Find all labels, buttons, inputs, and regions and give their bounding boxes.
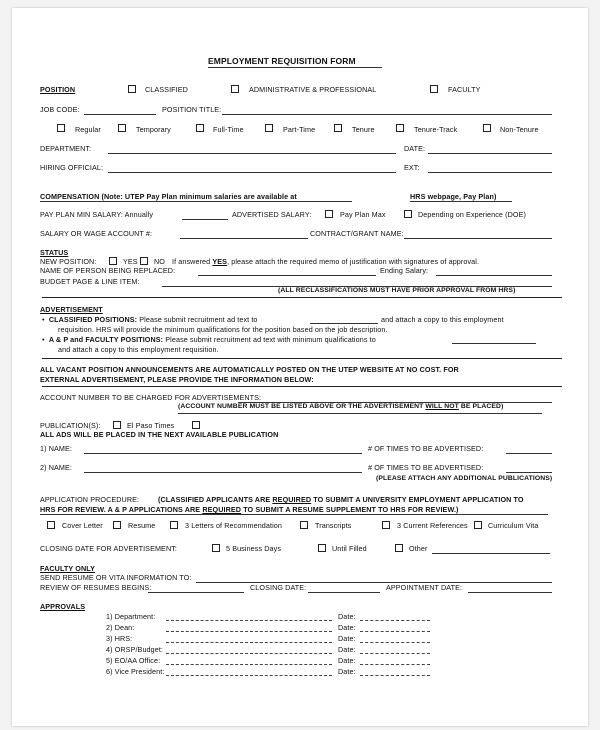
closing-other-field[interactable] bbox=[432, 553, 550, 554]
hiring-official-field[interactable] bbox=[108, 172, 396, 173]
salary-wage-account-field[interactable] bbox=[180, 238, 308, 239]
application-note-line-1 bbox=[158, 496, 524, 503]
faculty-checkbox[interactable] bbox=[430, 85, 438, 93]
vacant-separator bbox=[42, 386, 562, 387]
if-answered-prefix: If answered bbox=[172, 257, 211, 266]
contract-grant-label: CONTRACT/GRANT NAME: bbox=[310, 229, 404, 238]
approval-label-orsp-budget: 4) ORSP/Budget: bbox=[106, 645, 164, 654]
closing-date-label: CLOSING DATE FOR ADVERTISEMENT: bbox=[40, 544, 178, 553]
application-note-underline bbox=[40, 514, 548, 515]
hrs-webpage-link[interactable]: HRS webpage, Pay Plan) bbox=[410, 192, 497, 201]
doc-label-cover-letter: Cover Letter bbox=[62, 521, 103, 530]
if-answered-suffix: , please attach the required memo of justification with signatures of approval. bbox=[227, 257, 480, 266]
doc-checkbox-resume[interactable] bbox=[113, 521, 121, 529]
hiring-official-label: HIRING OFFICIAL: bbox=[40, 163, 104, 172]
advertisement-heading: ADVERTISEMENT bbox=[40, 305, 103, 314]
times-advertised-2-label: # OF TIMES TO BE ADVERTISED: bbox=[368, 463, 484, 472]
approvals-heading: APPROVALS bbox=[40, 602, 86, 611]
faculty-label: FACULTY bbox=[448, 85, 481, 94]
advertisement-separator bbox=[42, 358, 562, 359]
pay-plan-max-checkbox[interactable] bbox=[325, 210, 333, 218]
doc-checkbox-transcripts[interactable] bbox=[300, 521, 308, 529]
title-underline bbox=[208, 67, 382, 68]
approval-label-department: 1) Department: bbox=[106, 612, 156, 621]
advertised-salary-label: ADVERTISED SALARY: bbox=[232, 210, 312, 219]
doc-checkbox-references[interactable] bbox=[382, 521, 390, 529]
position-title-field[interactable] bbox=[222, 114, 552, 115]
type-label-full-time: Full-Time bbox=[213, 125, 244, 134]
type-checkbox-tenure[interactable] bbox=[334, 124, 342, 132]
pay-plan-min-label: PAY PLAN MIN SALARY: Annually bbox=[40, 210, 154, 219]
doc-label-curriculum-vita: Curriculum Vita bbox=[488, 521, 539, 530]
form-page bbox=[12, 8, 588, 726]
all-ads-notice: ALL ADS WILL BE PLACED IN THE NEXT AVAILABLE PUBLICATION bbox=[40, 430, 279, 439]
approval-date-label-vice-president: Date: bbox=[338, 667, 356, 676]
department-field[interactable] bbox=[108, 153, 396, 154]
publication-name-2-label: 2) NAME: bbox=[40, 463, 72, 472]
hrs-link-underline bbox=[410, 201, 512, 202]
approval-date-label-department: Date: bbox=[338, 612, 356, 621]
classified-ad-attach: and attach a copy to this employment bbox=[381, 315, 504, 324]
account-note-suffix: BE PLACED) bbox=[460, 403, 504, 410]
ending-salary-field[interactable] bbox=[436, 275, 552, 276]
reclassification-note: (ALL RECLASSIFICATIONS MUST HAVE PRIOR APPROVAL FROM HRS) bbox=[278, 287, 516, 294]
faculty-ad-text: • A & P and FACULTY POSITIONS: Please submit recruitment ad text with minimum qualifications to bbox=[42, 335, 376, 344]
new-position-yes-label: YES bbox=[123, 257, 138, 266]
faculty-closing-date-field[interactable] bbox=[308, 592, 380, 593]
type-checkbox-full-time[interactable] bbox=[196, 124, 204, 132]
status-heading: STATUS bbox=[40, 248, 69, 257]
classified-ad-text: • CLASSIFIED POSITIONS: Please submit recruitment ad text to bbox=[42, 315, 258, 324]
faculty-ad-instruction: Please submit recruitment ad text with minimum qualifications to bbox=[165, 335, 376, 344]
classified-positions-label: CLASSIFIED POSITIONS: bbox=[48, 315, 138, 324]
el-paso-times-label: El Paso Times bbox=[127, 421, 175, 430]
salary-wage-account-label: SALARY OR WAGE ACCOUNT #: bbox=[40, 229, 153, 238]
doc-checkbox-letters[interactable] bbox=[170, 521, 178, 529]
type-label-tenure-track: Tenure-Track bbox=[414, 125, 458, 134]
classified-label: CLASSIFIED bbox=[145, 85, 188, 94]
closing-until-filled-checkbox[interactable] bbox=[318, 544, 326, 552]
approval-signature-hrs[interactable] bbox=[166, 642, 332, 643]
status-separator bbox=[42, 297, 562, 298]
new-position-no-label: NO bbox=[154, 257, 165, 266]
faculty-closing-date-label: CLOSING DATE: bbox=[250, 583, 307, 592]
type-label-temporary: Temporary bbox=[136, 125, 171, 134]
type-label-part-time: Part-Time bbox=[283, 125, 316, 134]
account-note-will-not: WILL NOT bbox=[425, 403, 459, 410]
account-note-underline bbox=[178, 413, 542, 414]
appointment-date-label: APPOINTMENT DATE: bbox=[386, 583, 463, 592]
closing-5-days-label: 5 Business Days bbox=[226, 544, 282, 553]
closing-other-checkbox[interactable] bbox=[395, 544, 403, 552]
approval-date-dean[interactable] bbox=[360, 631, 430, 632]
approval-date-orsp-budget[interactable] bbox=[360, 653, 430, 654]
times-advertised-1-field[interactable] bbox=[506, 453, 552, 454]
budget-page-label: BUDGET PAGE & LINE ITEM: bbox=[40, 277, 140, 286]
classified-ad-email-field[interactable] bbox=[310, 323, 378, 324]
approval-signature-eo-aa-office[interactable] bbox=[166, 664, 332, 665]
date-field[interactable] bbox=[428, 153, 552, 154]
publication-name-1-field[interactable] bbox=[84, 453, 362, 454]
publication-name-2-field[interactable] bbox=[84, 472, 362, 473]
closing-5-days-checkbox[interactable] bbox=[212, 544, 220, 552]
faculty-ad-email-field[interactable] bbox=[452, 343, 536, 344]
faculty-positions-label: A & P and FACULTY POSITIONS: bbox=[48, 335, 164, 344]
application-note-1-prefix: (CLASSIFIED APPLICANTS ARE bbox=[158, 495, 271, 504]
department-label: DEPARTMENT: bbox=[40, 144, 92, 153]
type-label-regular: Regular bbox=[75, 125, 101, 134]
doe-checkbox[interactable] bbox=[404, 210, 412, 218]
position-heading: POSITION bbox=[40, 85, 76, 94]
account-note-prefix: (ACCOUNT NUMBER MUST BE LISTED ABOVE OR THE ADVERTISEMENT bbox=[178, 403, 424, 410]
name-replaced-label: NAME OF PERSON BEING REPLACED: bbox=[40, 266, 176, 275]
doc-label-transcripts: Transcripts bbox=[315, 521, 352, 530]
vacant-notice-line-2: EXTERNAL ADVERTISEMENT, PLEASE PROVIDE THE INFORMATION BELOW: bbox=[40, 375, 314, 384]
publications-label: PUBLICATION(S): bbox=[40, 421, 101, 430]
if-answered-text bbox=[172, 258, 479, 265]
admin-professional-checkbox[interactable] bbox=[231, 85, 239, 93]
approval-date-department[interactable] bbox=[360, 620, 430, 621]
application-note-line-2 bbox=[40, 506, 459, 513]
contract-grant-field[interactable] bbox=[404, 238, 552, 239]
if-answered-yes: YES bbox=[212, 257, 228, 266]
type-label-non-tenure: Non-Tenure bbox=[500, 125, 539, 134]
pay-plan-max-label: Pay Plan Max bbox=[340, 210, 386, 219]
application-note-2-suffix: TO SUBMIT A RESUME SUPPLEMENT TO HRS FOR REVIEW.) bbox=[243, 505, 459, 514]
job-code-label: JOB CODE: bbox=[40, 105, 80, 114]
type-checkbox-temporary[interactable] bbox=[118, 124, 126, 132]
approval-signature-dean[interactable] bbox=[166, 631, 332, 632]
approval-date-hrs[interactable] bbox=[360, 642, 430, 643]
application-note-2-required: REQUIRED bbox=[202, 505, 242, 514]
form-title: EMPLOYMENT REQUISITION FORM bbox=[208, 56, 356, 66]
application-note-1-suffix: TO SUBMIT A UNIVERSITY EMPLOYMENT APPLICATION TO bbox=[313, 495, 524, 504]
type-checkbox-regular[interactable] bbox=[57, 124, 65, 132]
approval-date-label-eo-aa-office: Date: bbox=[338, 656, 356, 665]
name-replaced-field[interactable] bbox=[198, 275, 376, 276]
faculty-ad-attach: and attach a copy to this employment requisition. bbox=[58, 345, 219, 354]
approval-signature-department[interactable] bbox=[166, 620, 332, 621]
approval-signature-vice-president[interactable] bbox=[166, 675, 332, 676]
approval-date-label-orsp-budget: Date: bbox=[338, 645, 356, 654]
doc-checkbox-curriculum-vita[interactable] bbox=[474, 521, 482, 529]
type-checkbox-part-time[interactable] bbox=[265, 124, 273, 132]
approval-label-vice-president: 6) Vice President: bbox=[106, 667, 165, 676]
times-advertised-2-field[interactable] bbox=[506, 472, 552, 473]
compensation-heading: COMPENSATION (Note: UTEP Pay Plan minimum salaries are available at bbox=[40, 192, 297, 201]
doe-label: Depending on Experience (DOE) bbox=[418, 210, 526, 219]
application-procedure-label: APPLICATION PROCEDURE: bbox=[40, 495, 140, 504]
account-number-label: ACCOUNT NUMBER TO BE CHARGED FOR ADVERTISEMENTS: bbox=[40, 393, 262, 402]
position-title-label: POSITION TITLE: bbox=[162, 105, 222, 114]
account-number-note bbox=[178, 404, 503, 411]
approval-date-label-hrs: Date: bbox=[338, 634, 356, 643]
closing-other-label: Other bbox=[409, 544, 428, 553]
type-checkbox-tenure-track[interactable] bbox=[396, 124, 404, 132]
attach-additional-note: (PLEASE ATTACH ANY ADDITIONAL PUBLICATIONS) bbox=[376, 475, 553, 482]
doc-label-references: 3 Current References bbox=[397, 521, 468, 530]
new-position-label: NEW POSITION: bbox=[40, 257, 97, 266]
approval-label-eo-aa-office: 5) EO/AA Office: bbox=[106, 656, 161, 665]
vacant-notice-line-1: ALL VACANT POSITION ANNOUNCEMENTS ARE AUTOMATICALLY POSTED ON THE UTEP WEBSITE AT NO COST. FOR bbox=[40, 365, 459, 374]
pay-plan-min-field[interactable] bbox=[182, 219, 228, 220]
faculty-only-heading: FACULTY ONLY bbox=[40, 564, 95, 573]
ext-label: EXT: bbox=[404, 163, 420, 172]
times-advertised-1-label: # OF TIMES TO BE ADVERTISED: bbox=[368, 444, 484, 453]
approval-label-hrs: 3) HRS: bbox=[106, 634, 133, 643]
other-publication-checkbox[interactable] bbox=[192, 421, 200, 429]
new-position-yes-checkbox[interactable] bbox=[109, 257, 117, 265]
classified-checkbox[interactable] bbox=[128, 85, 136, 93]
application-note-2-prefix: HRS FOR REVIEW. A & P APPLICATIONS ARE bbox=[40, 505, 201, 514]
new-position-no-checkbox[interactable] bbox=[140, 257, 148, 265]
admin-professional-label: ADMINISTRATIVE & PROFESSIONAL bbox=[249, 85, 377, 94]
el-paso-times-checkbox[interactable] bbox=[113, 421, 121, 429]
approval-label-dean: 2) Dean: bbox=[106, 623, 135, 632]
ext-field[interactable] bbox=[428, 172, 552, 173]
doc-label-resume: Resume bbox=[128, 521, 156, 530]
classified-ad-requisition: requisition. HRS will provide the minimum qualifications for the position based on the job description. bbox=[58, 325, 388, 334]
doc-checkbox-cover-letter[interactable] bbox=[47, 521, 55, 529]
classified-ad-instruction: Please submit recruitment ad text to bbox=[139, 315, 258, 324]
closing-until-filled-label: Until Filled bbox=[332, 544, 367, 553]
type-checkbox-non-tenure[interactable] bbox=[483, 124, 491, 132]
send-resume-label: SEND RESUME OR VITA INFORMATION TO: bbox=[40, 573, 192, 582]
job-code-field[interactable] bbox=[84, 114, 156, 115]
doc-label-letters: 3 Letters of Recommendation bbox=[185, 521, 282, 530]
ending-salary-label: Ending Salary: bbox=[380, 266, 429, 275]
approval-date-vice-president[interactable] bbox=[360, 675, 430, 676]
publication-name-1-label: 1) NAME: bbox=[40, 444, 72, 453]
compensation-underline bbox=[40, 201, 352, 202]
review-begins-label: REVIEW OF RESUMES BEGINS: bbox=[40, 583, 152, 592]
application-note-1-required: REQUIRED bbox=[272, 495, 312, 504]
approval-date-label-dean: Date: bbox=[338, 623, 356, 632]
review-begins-field[interactable] bbox=[148, 592, 244, 593]
appointment-date-field[interactable] bbox=[468, 592, 552, 593]
approval-signature-orsp-budget[interactable] bbox=[166, 653, 332, 654]
type-label-tenure: Tenure bbox=[352, 125, 375, 134]
approval-date-eo-aa-office[interactable] bbox=[360, 664, 430, 665]
date-label: DATE: bbox=[404, 144, 426, 153]
